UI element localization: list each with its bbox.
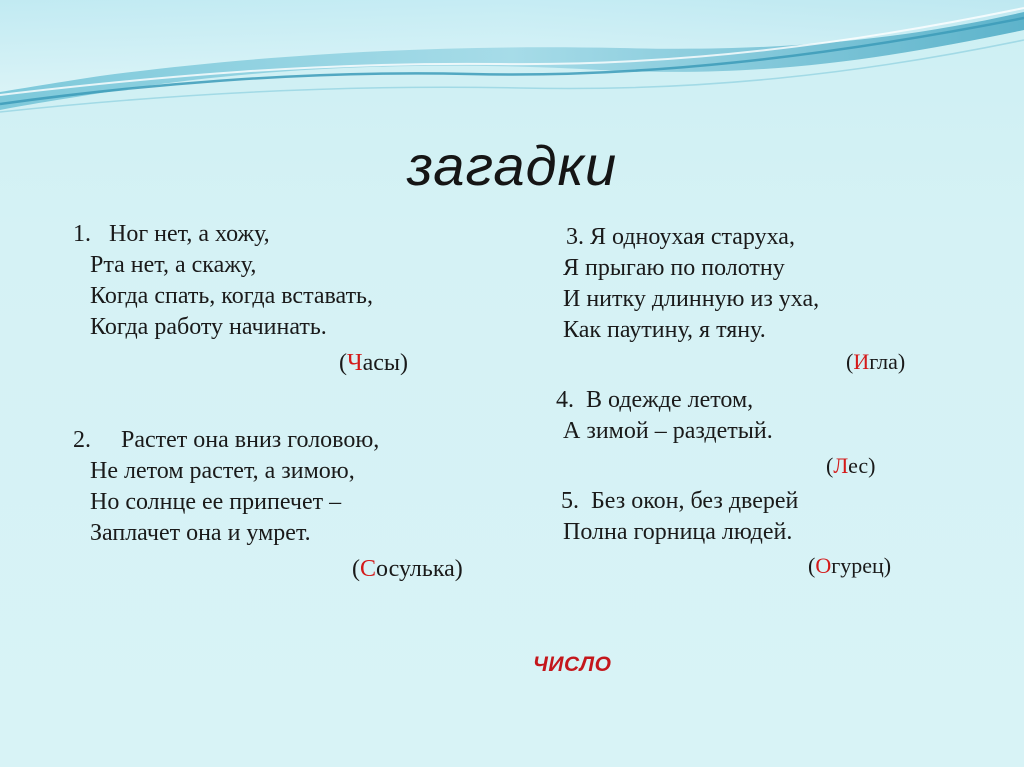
riddle-4-line-1: 4. В одежде летом, — [556, 387, 754, 413]
riddle-1 — [73, 219, 373, 343]
riddle-4 — [556, 385, 773, 447]
riddle-2-answer: (Сосулька) — [352, 556, 463, 582]
riddle-3-line-2: Я прыгаю по полотну — [563, 255, 785, 281]
riddle-5-line-2: Полна горница людей. — [563, 519, 793, 545]
riddle-3 — [563, 222, 820, 346]
riddle-5-answer: (Огурец) — [808, 553, 892, 578]
riddle-2-line-2: Не летом растет, а зимою, — [90, 458, 355, 484]
riddle-2-line-4: Заплачет она и умрет. — [90, 520, 311, 546]
wave-header-decoration — [0, 0, 1024, 130]
riddle-3-line-4: Как паутину, я тяну. — [563, 317, 766, 343]
slide-title: загадки — [406, 134, 618, 197]
riddle-1-answer: (Часы) — [339, 350, 409, 376]
riddle-1-line-4: Когда работу начинать. — [90, 314, 327, 340]
riddle-3-line-1: 3. Я одноухая старуха, — [566, 224, 795, 250]
riddle-4-line-2: А зимой – раздетый. — [563, 418, 773, 444]
riddle-2-line-3: Но солнце ее припечет – — [90, 489, 342, 515]
riddle-1-line-3: Когда спать, когда вставать, — [90, 283, 373, 309]
riddle-3-answer: (Игла) — [846, 349, 906, 374]
riddle-5-line-1: 5. Без окон, без дверей — [561, 488, 799, 514]
riddle-2 — [73, 425, 379, 549]
riddle-4-answer: (Лес) — [826, 453, 876, 478]
riddle-2-line-1: 2. Растет она вниз головою, — [73, 427, 380, 453]
riddle-3-line-3: И нитку длинную из уха, — [563, 286, 820, 312]
riddle-5 — [561, 486, 798, 548]
riddle-1-line-2: Рта нет, а скажу, — [90, 252, 257, 278]
footer-label: ЧИСЛО — [533, 653, 612, 676]
riddle-1-line-1: 1. Ног нет, а хожу, — [73, 221, 270, 247]
